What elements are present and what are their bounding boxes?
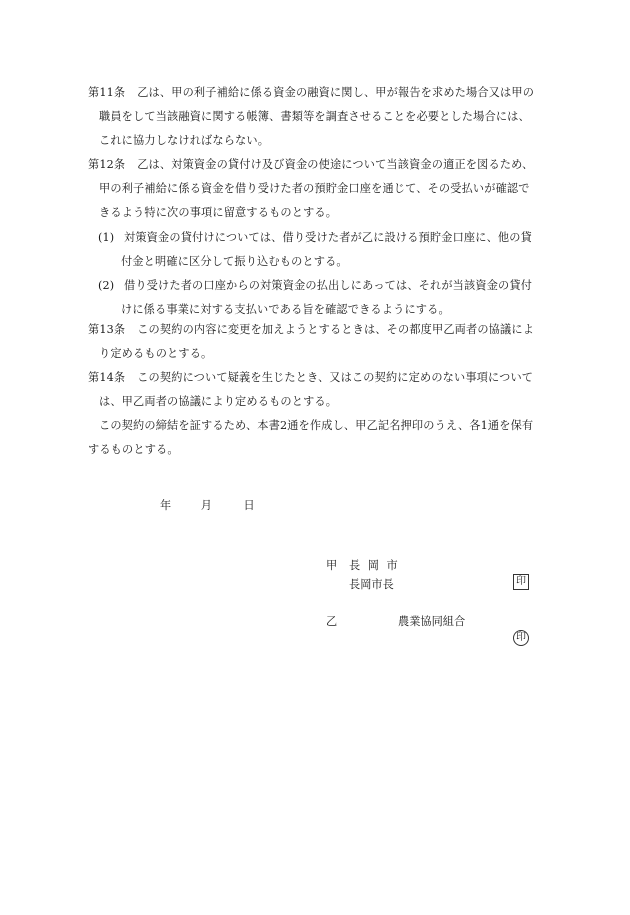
item-text: 借り受けた者の口座からの対策資金の払出しにあっては、それが当該資金の貸付 <box>124 279 533 293</box>
article-12 <box>88 153 558 322</box>
party-a-role: 甲 <box>326 559 338 572</box>
closing-text: この契約の締結を証するため、本書2通を作成し、甲乙記名押印のうえ、各1通を保有 <box>99 419 534 432</box>
article-text: きるよう特に次の事項に留意するものとする。 <box>99 206 338 220</box>
article-text: り定めるものとする。 <box>99 347 213 361</box>
item-number: (2) <box>98 279 115 293</box>
article-text: は、甲乙両者の協議により定めるものとする。 <box>99 395 338 409</box>
article-11 <box>88 81 558 154</box>
closing-paragraph <box>88 414 558 462</box>
article-text: この契約について疑義を生じたとき、又はこの契約に定めのない事項について <box>137 371 534 384</box>
closing-text: するものとする。 <box>88 443 179 457</box>
list-item <box>88 226 558 274</box>
seal-stamp: 印 <box>513 574 529 590</box>
article-13 <box>88 318 558 366</box>
date-line <box>160 497 255 513</box>
article-text: 甲の利子補給に係る資金を借り受けた者の預貯金口座を通じて、その受払いが確認で <box>99 182 530 196</box>
article-label: 第14条 <box>88 371 126 384</box>
seal-stamp: 印 <box>513 630 529 646</box>
item-text: 付金と明確に区分して振り込むものとする。 <box>121 254 348 268</box>
item-number: (1) <box>98 230 115 244</box>
party-a-signer: 長岡市長 <box>349 578 394 591</box>
item-text: けに係る事業に対する支払いである旨を確認できるようにする。 <box>121 303 450 317</box>
date-month: 月 <box>200 499 212 512</box>
party-b-name: 農業協同組合 <box>398 615 466 628</box>
date-year: 年 <box>160 499 172 512</box>
article-label: 第11条 <box>88 86 126 99</box>
date-day: 日 <box>243 499 255 512</box>
article-text: 乙は、甲の利子補給に係る資金の融資に関し、甲が報告を求めた場合又は甲の <box>137 86 535 99</box>
item-text: 対策資金の貸付けについては、借り受けた者が乙に設ける預貯金口座に、他の貸 <box>124 230 532 244</box>
party-a-name: 長 岡 市 <box>349 559 400 572</box>
article-text: この契約の内容に変更を加えようとするときは、その都度甲乙両者の協議によ <box>137 323 535 336</box>
article-text: 乙は、対策資金の貸付け及び資金の使途について当該資金の適正を図るため、 <box>137 158 534 171</box>
article-label: 第12条 <box>88 158 126 171</box>
article-14 <box>88 366 558 414</box>
party-b-role: 乙 <box>326 615 338 628</box>
list-item <box>88 274 558 322</box>
article-text: 職員をして当該融資に関する帳簿、書類等を調査させることを必要とした場合には、 <box>99 110 530 124</box>
article-label: 第13条 <box>88 323 126 336</box>
article-text: これに協力しなければならない。 <box>99 134 270 148</box>
